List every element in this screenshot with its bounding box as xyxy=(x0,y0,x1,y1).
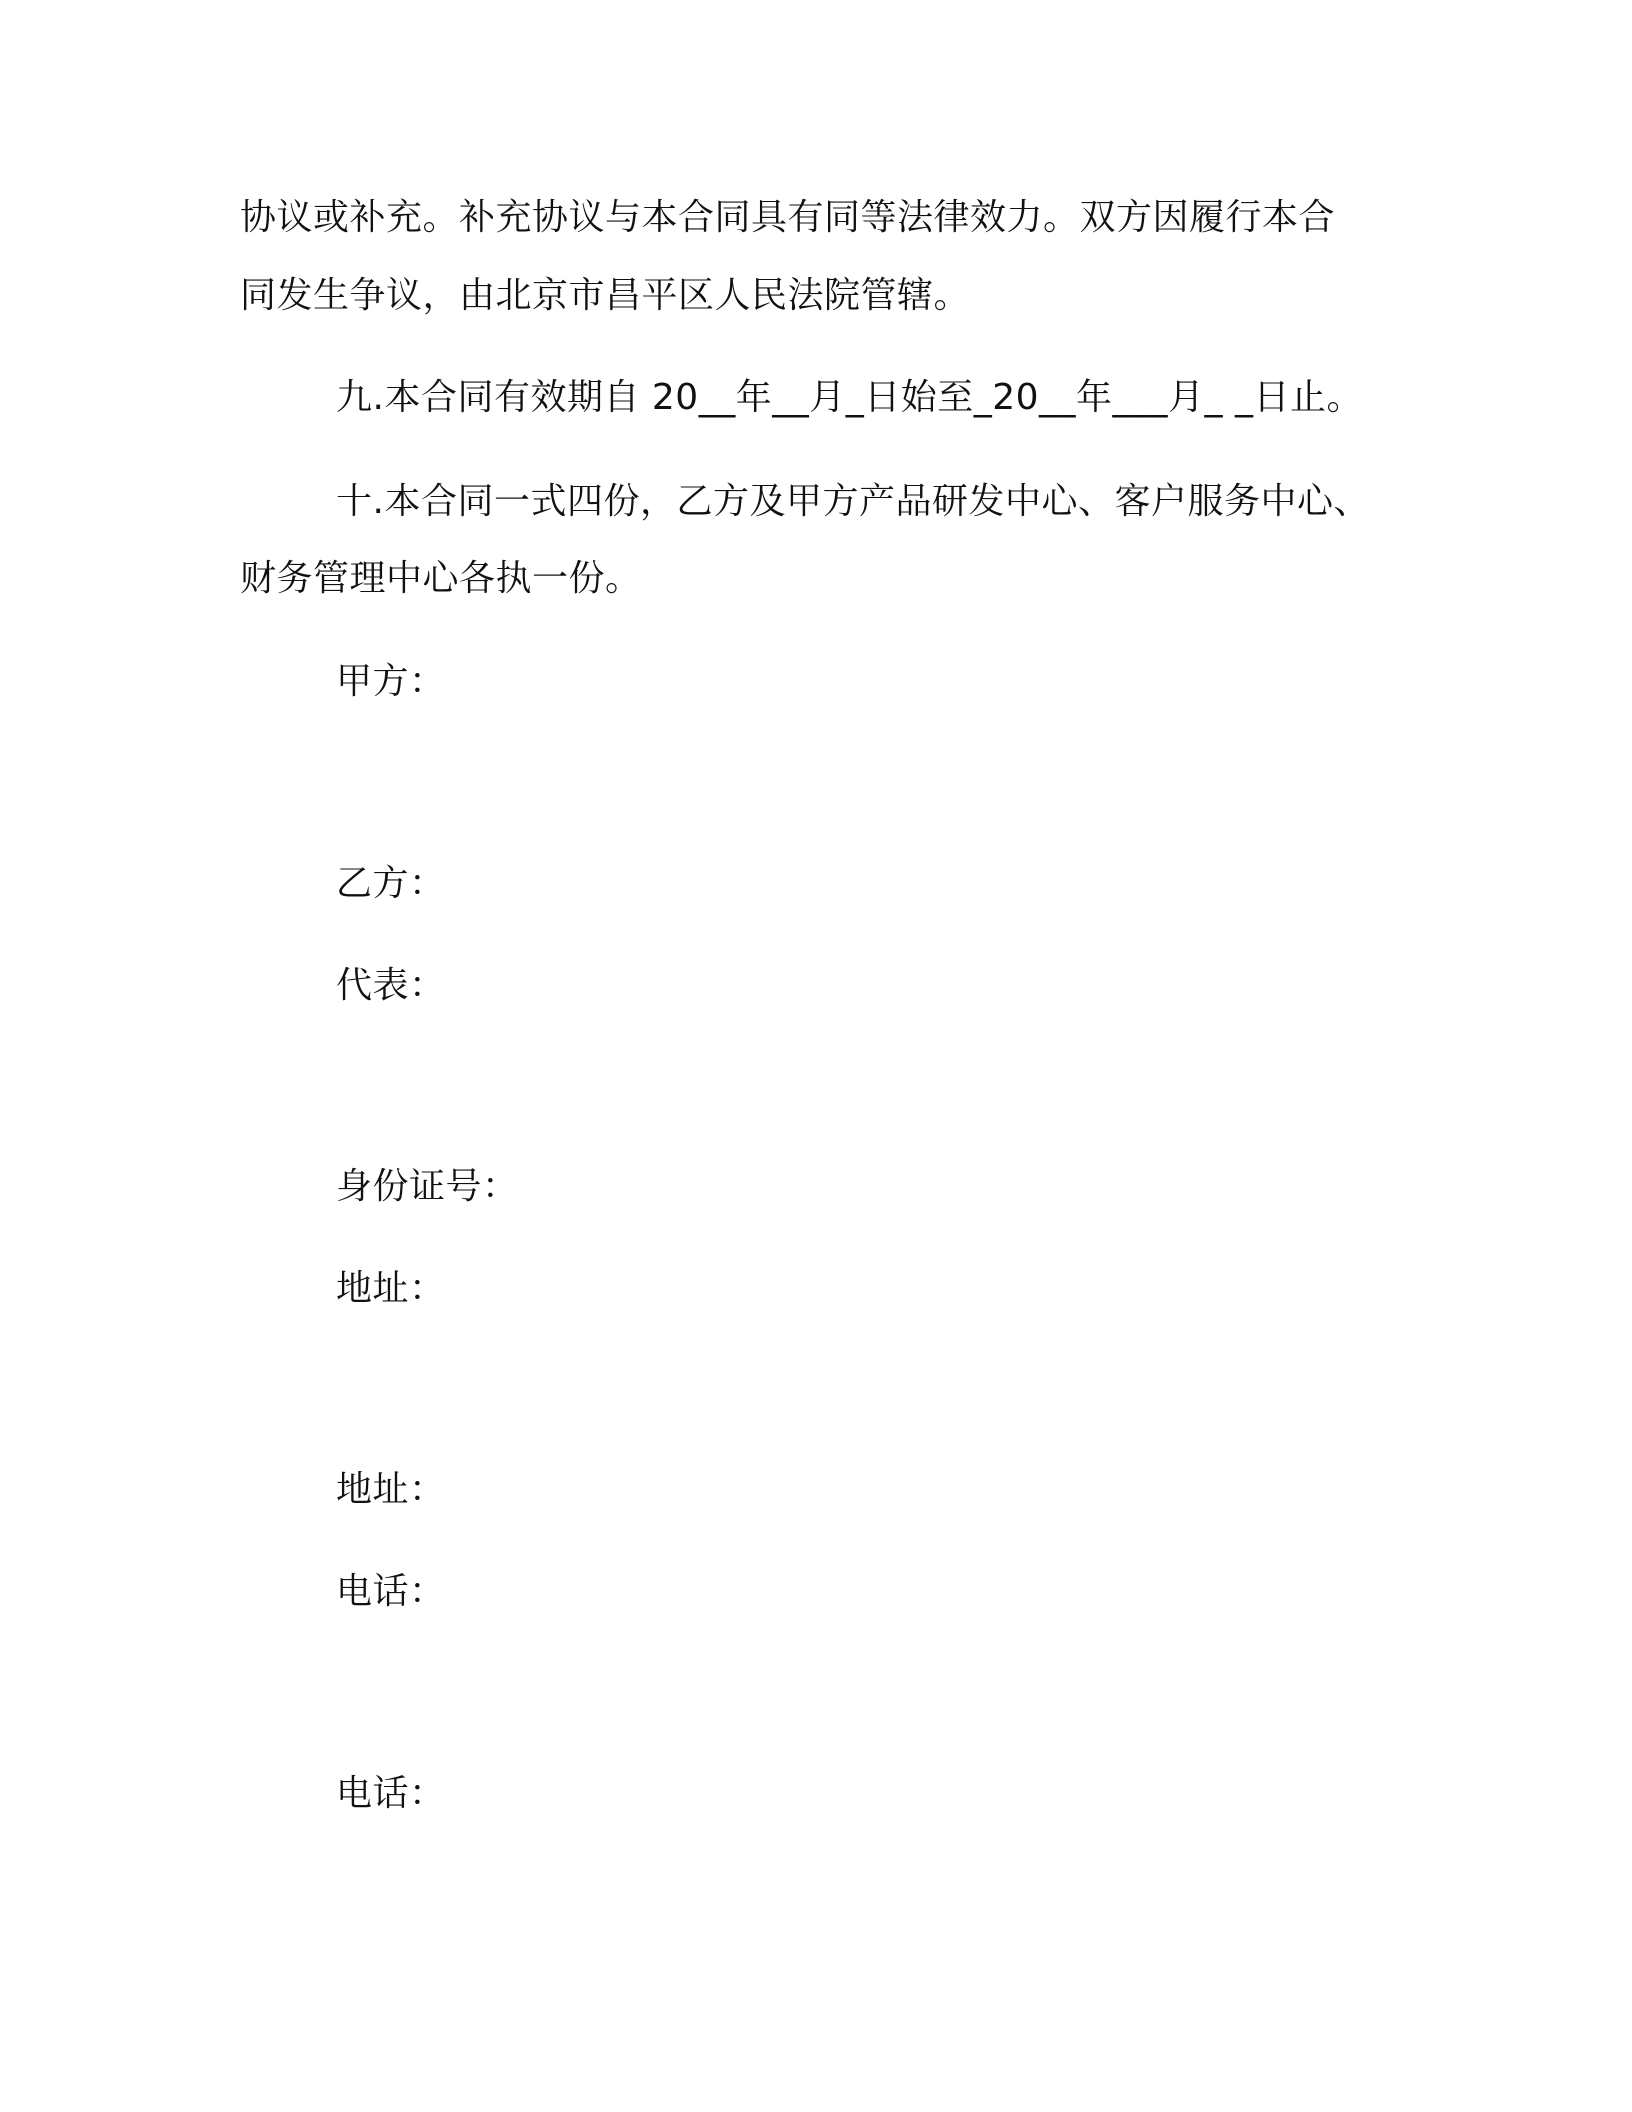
party-a-label: 甲方： xyxy=(336,661,446,702)
phone-label-2: 电话： xyxy=(336,1773,446,1814)
paragraph-8-line-1: 协议或补充。补充协议与本合同具有同等法律效力。双方因履行本合 xyxy=(240,197,1336,238)
party-b-label: 乙方： xyxy=(336,863,446,904)
clause-10-line-2: 财务管理中心各执一份。 xyxy=(240,558,642,599)
clause-9-term: 九.本合同有效期自 20__年__月_日始至_20__年___月_ _日止。 xyxy=(336,377,1363,418)
phone-label-1: 电话： xyxy=(336,1571,446,1612)
address-label-2: 地址： xyxy=(336,1469,446,1510)
clause-10-line-1: 十.本合同一式四份，乙方及甲方产品研发中心、客户服务中心、 xyxy=(336,481,1370,522)
address-label-1: 地址： xyxy=(336,1268,446,1309)
paragraph-8-line-2: 同发生争议，由北京市昌平区人民法院管辖。 xyxy=(240,275,971,316)
representative-label: 代表： xyxy=(336,965,446,1006)
id-number-label: 身份证号： xyxy=(336,1166,519,1207)
